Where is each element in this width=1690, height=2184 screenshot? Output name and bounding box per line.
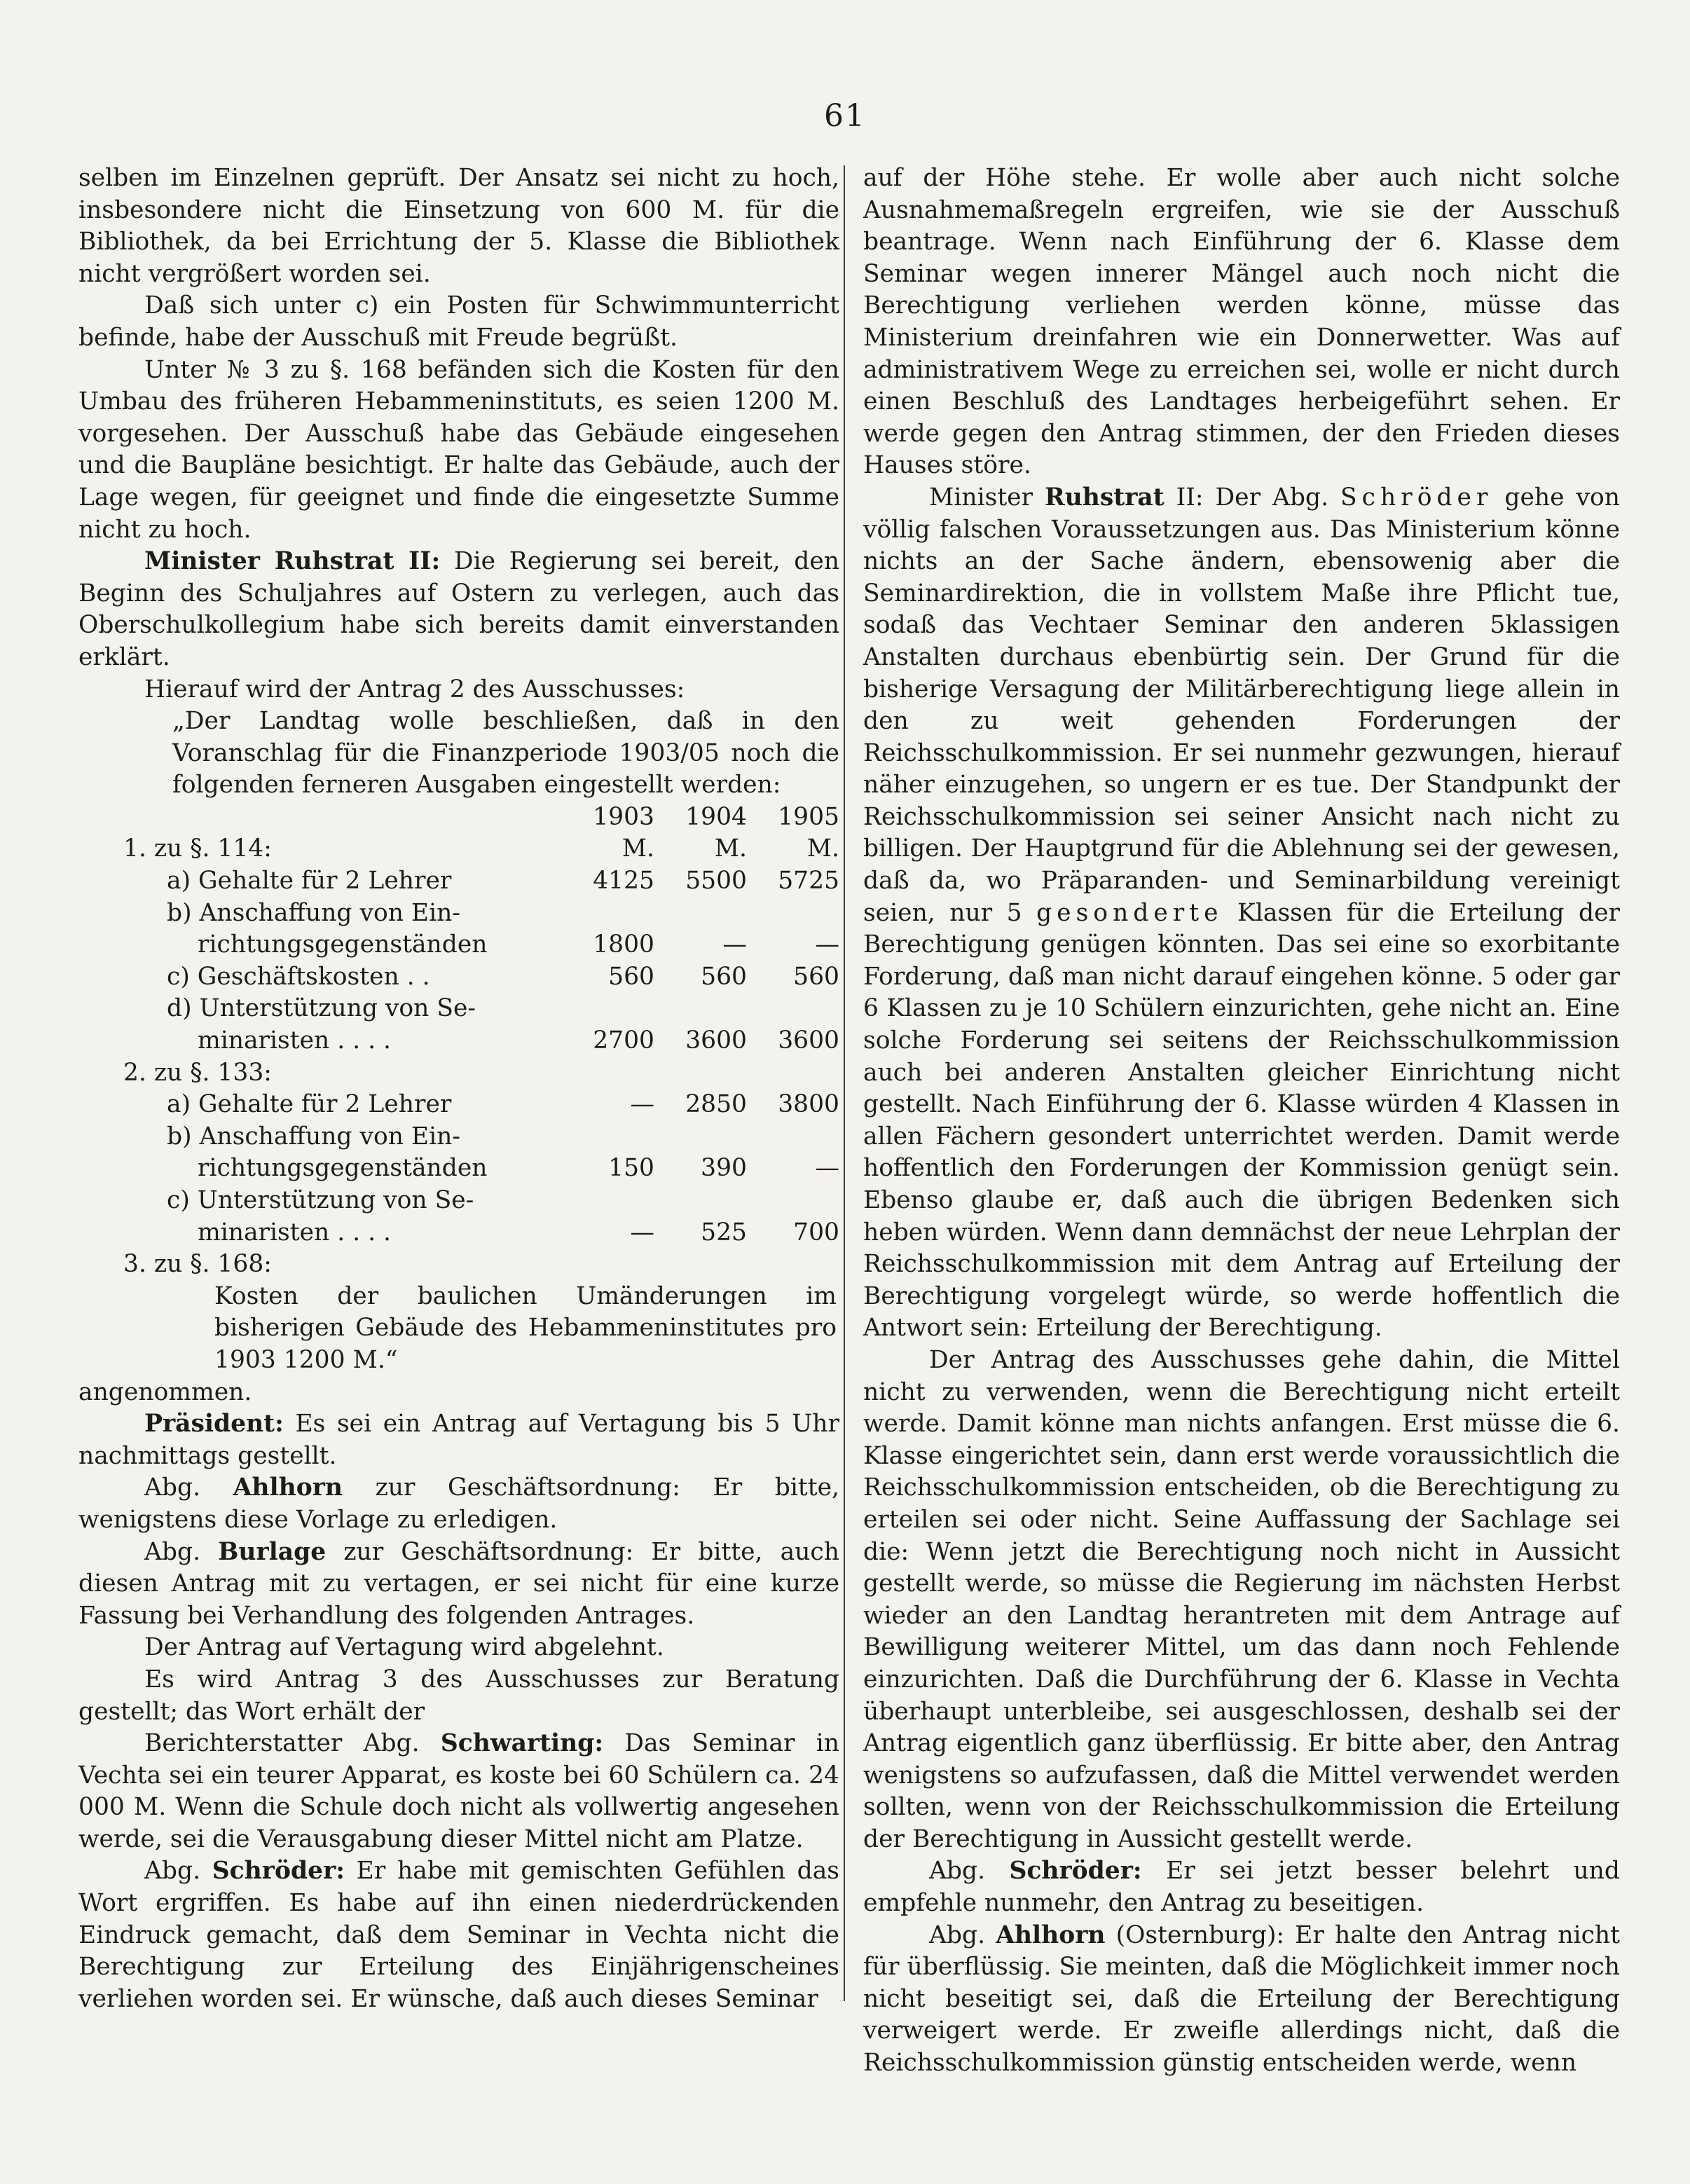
paragraph: Hierauf wird der Antrag 2 des Ausschusses: (144, 675, 685, 703)
value-cell: — (815, 930, 839, 959)
table-row (123, 961, 839, 994)
item-label: c) Geschäftskosten . . (167, 962, 430, 991)
speaker-name: Ruhstrat (1045, 483, 1165, 511)
paragraph (78, 546, 839, 673)
paragraph (78, 1855, 839, 2015)
value-cell: — (722, 930, 747, 959)
value-cell: 5725 (778, 867, 839, 895)
item-label: d) Unterstützung von Se- (167, 994, 476, 1023)
value-cell: 4125 (593, 867, 654, 895)
table-row (123, 1121, 839, 1153)
section-label: 1. zu §. 114: (123, 835, 272, 863)
value-cell: 3800 (778, 1090, 839, 1119)
item-label: a) Gehalte für 2 Lehrer (167, 1090, 452, 1119)
item-label: richtungsgegenständen (198, 1154, 488, 1183)
year-header: 1903 (593, 802, 654, 831)
speech-text: (Osternburg): Er halte den Antrag nicht für überflüssig. Sie meinten, daß die Möglichkeit immer noch nicht beseitigt sei, daß die Erteilung der Berechtigung verweigert werde. Er zweifle allerdings nicht, daß die Reichsschulkommission günstig entscheiden werde, wenn (863, 1921, 1620, 2077)
speech-text: Er sei jetzt besser belehrt und empfehle nunmehr, den Antrag zu beseitigen. (863, 1857, 1620, 1918)
speech-text: Die Regierung sei bereit, den Beginn des Schuljahres auf Ostern zu verlegen, auch das Oberschulkollegium habe sich bereits damit einverstanden erklärt. (78, 547, 840, 671)
value-cell: 1800 (593, 930, 654, 959)
unit-label: M. (806, 835, 839, 863)
budget-table (123, 802, 839, 1377)
speech-text: Er habe mit gemischten Gefühlen das Wort ergriffen. Es habe auf ihn einen niederdrückenden Eindruck gemacht, daß dem Seminar in Vechta nicht die Berechtigung zur Erteilung des Einjährigenscheines verliehen worden sei. Er wünsche, daß auch dieses Seminar (78, 1857, 839, 2013)
speaker-prefix: Abg. (929, 1921, 996, 1949)
speaker-prefix: Abg. (929, 1857, 1010, 1886)
paragraph (78, 1472, 839, 1536)
speech-text: zur Geschäftsordnung: Er bitte, wenigstens diese Vorlage zu erledigen. (78, 1474, 839, 1534)
speech-text: Klassen für die Erteilung der Berechtigung genügen könnten. Das sei eine so exorbitante Forderung, daß man nicht darauf eingehen könne. 5 oder gar 6 Klassen zu je 10 Schülern einzurichten, gehe nicht an. Eine solche Forderung sei seitens der Reichsschulkommission auch bei anderen Anstalten gleicher Einrichtung nicht gestellt. Nach Einführung der 6. Klasse würden 4 Klassen in allen Fächern gesondert unterrichtet werden. Damit werde hoffentlich den Forderungen der Kommission genügt sein. Ebenso glaube er, daß auch die übrigen Bedenken sich heben würden. Wenn dann demnächst der neue Lehrplan der Reichsschulkommission mit dem Antrag auf Erteilung der Berechtigung vorgelegt würde, so werde hoffentlich die Antwort sein: Erteilung der Berechtigung. (863, 898, 1620, 1342)
value-cell: 150 (608, 1154, 654, 1183)
right-column (863, 163, 1620, 2080)
paragraph: Der Antrag auf Vertagung wird abgelehnt. (144, 1633, 664, 1662)
value-cell: 3600 (778, 1026, 839, 1055)
item-label: b) Anschaffung von Ein- (167, 898, 461, 927)
table-row (123, 993, 839, 1025)
paragraph: Unter № 3 zu §. 168 befänden sich die Kosten für den Umbau des früheren Hebammeninstituts, es seien 1200 M. vorgesehen. Der Ausschuß habe das Gebäude eingesehen und die Baupläne besichtigt. Er halte das Gebäude, auch der Lage wegen, für geeignet und finde die eingesetzte Summe nicht zu hoch. (78, 355, 839, 544)
table-row (123, 865, 839, 898)
speech-text: gehe von völlig falschen Voraussetzungen aus. Das Ministerium könne nichts an der Sache ändern, ebensowenig aber die Seminardirektion, die in vollstem Maße ihre Pflicht tue, sodaß das Vechtaer Seminar den anderen 5klassigen Anstalten durchaus ebenbürtig sein. Der Grund für die bisherige Versagung der Militärberechtigung liege allein in den zu weit gehenden Forderungen der Reichsschulkommission. Er sei nunmehr gezwungen, hierauf näher einzugehen, so ungern er es tue. Der Standpunkt der Reichsschulkommission sei seiner Ansicht nach nicht zu billigen. Der Hauptgrund für die Ablehnung sei der gewesen, daß da, wo Präparanden- und Seminarbildung vereinigt seien, nur 5 (863, 483, 1620, 927)
year-header: 1904 (685, 802, 747, 831)
speaker-name: Burlage (218, 1537, 327, 1566)
item-label: minaristen . . . . (198, 1026, 391, 1055)
table-row (123, 1185, 839, 1217)
item-label: a) Gehalte für 2 Lehrer (167, 867, 452, 895)
value-cell: 700 (793, 1218, 839, 1246)
table-row (123, 1025, 839, 1057)
paragraph (863, 1920, 1620, 2080)
table-row (123, 1089, 839, 1121)
value-cell: 560 (793, 962, 839, 991)
value-cell: 2700 (593, 1026, 654, 1055)
column-divider (844, 165, 845, 2001)
value-cell: — (815, 1154, 839, 1183)
value-cell: 525 (701, 1218, 747, 1246)
speech-text: Es sei ein Antrag auf Vertagung bis 5 Uhr nachmittags gestellt. (78, 1410, 839, 1470)
speaker-prefix: Abg. (144, 1537, 219, 1566)
speaker-prefix: Abg. (144, 1857, 212, 1886)
value-cell: 2850 (685, 1090, 747, 1119)
motion-intro: „Der Landtag wolle beschließen, daß in den Voranschlag für die Finanzperiode 1903/05 noch die folgenden ferneren Ausgaben eingestellt werden: (172, 707, 839, 799)
value-cell: 5500 (685, 867, 747, 895)
item-label: minaristen . . . . (198, 1218, 391, 1246)
item-label: b) Anschaffung von Ein- (167, 1122, 461, 1151)
value-cell: — (630, 1090, 654, 1119)
speaker-name: Schröder: (212, 1857, 345, 1886)
unit-label: M. (714, 835, 747, 863)
speaker-prefix: Berichterstatter Abg. (144, 1729, 441, 1758)
left-column (78, 163, 839, 2015)
paragraph: selben im Einzelnen geprüft. Der Ansatz sei nicht zu hoch, insbesondere nicht die Einsetzung von 600 M. für die Bibliothek, da bei Errichtung der 5. Klasse die Bibliothek nicht vergrößert worden sei. (78, 164, 839, 288)
paragraph: angenommen. (78, 1378, 252, 1406)
paragraph (78, 1537, 839, 1633)
table-row (123, 1057, 839, 1090)
table-row (123, 1281, 839, 1377)
page-number: 61 (824, 98, 866, 134)
paragraph (78, 1408, 839, 1472)
section-label: 3. zu §. 168: (123, 1250, 272, 1279)
speech-text: zur Geschäftsordnung: Er bitte, auch diesen Antrag mit zu vertagen, er sei nicht für eine kurze Fassung bei Verhandlung des folgenden Antrages. (78, 1537, 839, 1630)
paragraph: Der Antrag des Ausschusses gehe dahin, die Mittel nicht zu verwenden, wenn die Berechtigung nicht erteilt werde. Damit könne man nichts anfangen. Erst müsse die 6. Klasse eingerichtet sein, dann erst werde voraussichtlich die Reichsschulkommission entscheiden, ob die Berechtigung zu erteilen sei oder nicht. Seine Auffassung der Sachlage sei die: Wenn jetzt die Berechtigung noch nicht in Aussicht gestellt werde, so müsse die Regierung im nächsten Herbst wieder an den Landtag herantreten mit dem Antrage auf Bewilligung weiterer Mittel, um das dann noch Fehlende einzurichten. Daß die Durchführung der 6. Klasse in Vechta überhaupt unterbleibe, sei ausgeschlossen, deshalb sei der Antrag eigentlich ganz überflüssig. Er bitte aber, den Antrag wenigstens so aufzufassen, daß die Mittel verwendet werden sollten, wenn von der Reichsschulkommission die Erteilung der Berechtigung in Aussicht gestellt werde. (863, 1345, 1620, 1853)
speech-text: II: Der Abg. (1164, 483, 1341, 511)
speaker-prefix: Abg. (144, 1474, 233, 1502)
value-cell: 560 (701, 962, 747, 991)
paragraph (863, 1855, 1620, 1919)
speaker-name: Ahlhorn (996, 1921, 1106, 1949)
table-row (123, 898, 839, 930)
spaced-name: Schröder (1340, 483, 1493, 511)
paragraph (78, 1728, 839, 1855)
speaker-prefix: Minister (929, 483, 1045, 511)
year-header: 1905 (778, 802, 839, 831)
table-row (123, 802, 839, 834)
table-row (123, 1249, 839, 1281)
speaker-name: Schwarting: (440, 1729, 604, 1758)
value-cell: 560 (608, 962, 654, 991)
unit-label: M. (621, 835, 654, 863)
motion-quote (172, 706, 839, 802)
paragraph: auf der Höhe stehe. Er wolle aber auch nicht solche Ausnahmemaßregeln ergreifen, wie sie der Ausschuß beantrage. Wenn nach Einführung der 6. Klasse dem Seminar wegen innerer Mängel auch noch nicht die Berechtigung verliehen werden könne, müsse das Ministerium dreinfahren wie ein Donnerwetter. Was auf administrativem Wege zu erreichen sei, wolle er nicht durch einen Beschluß des Landtages herbeigeführt sehen. Er werde gegen den Antrag stimmen, der den Frieden dieses Hauses störe. (863, 164, 1620, 480)
table-row (123, 1217, 839, 1249)
value-cell: 390 (701, 1154, 747, 1183)
speaker-name: Schröder: (1009, 1857, 1142, 1886)
speech-text: Das Seminar in Vechta sei ein teurer Apparat, es koste bei 60 Schülern ca. 24 000 M. Wenn die Schule doch nicht als vollwertig angesehen werde, sei die Verausgabung dieser Mittel nicht am Platze. (78, 1729, 840, 1853)
value-cell: — (630, 1218, 654, 1246)
item-label: c) Unterstützung von Se- (167, 1186, 474, 1214)
spaced-emphasis: gesonderte (1036, 898, 1223, 927)
paragraph: Es wird Antrag 3 des Ausschusses zur Beratung gestellt; das Wort erhält der (78, 1665, 839, 1726)
paragraph (863, 482, 1620, 1345)
value-cell: 3600 (685, 1026, 747, 1055)
speaker-name: Ahlhorn (233, 1474, 343, 1502)
table-row (123, 929, 839, 961)
item-label: richtungsgegenständen (198, 930, 488, 959)
speaker-name: Minister Ruhstrat II: (144, 547, 441, 576)
paragraph: Daß sich unter c) ein Posten für Schwimmunterricht befinde, habe der Ausschuß mit Freude begrüßt. (78, 291, 839, 352)
section-label: 2. zu §. 133: (123, 1058, 272, 1087)
table-row (123, 1153, 839, 1185)
speaker-name: Präsident: (144, 1410, 284, 1438)
table-row (123, 833, 839, 865)
item-text: Kosten der baulichen Umänderungen im bisherigen Gebäude des Hebammeninstitutes pro 1903 1200 M.“ (214, 1282, 837, 1374)
